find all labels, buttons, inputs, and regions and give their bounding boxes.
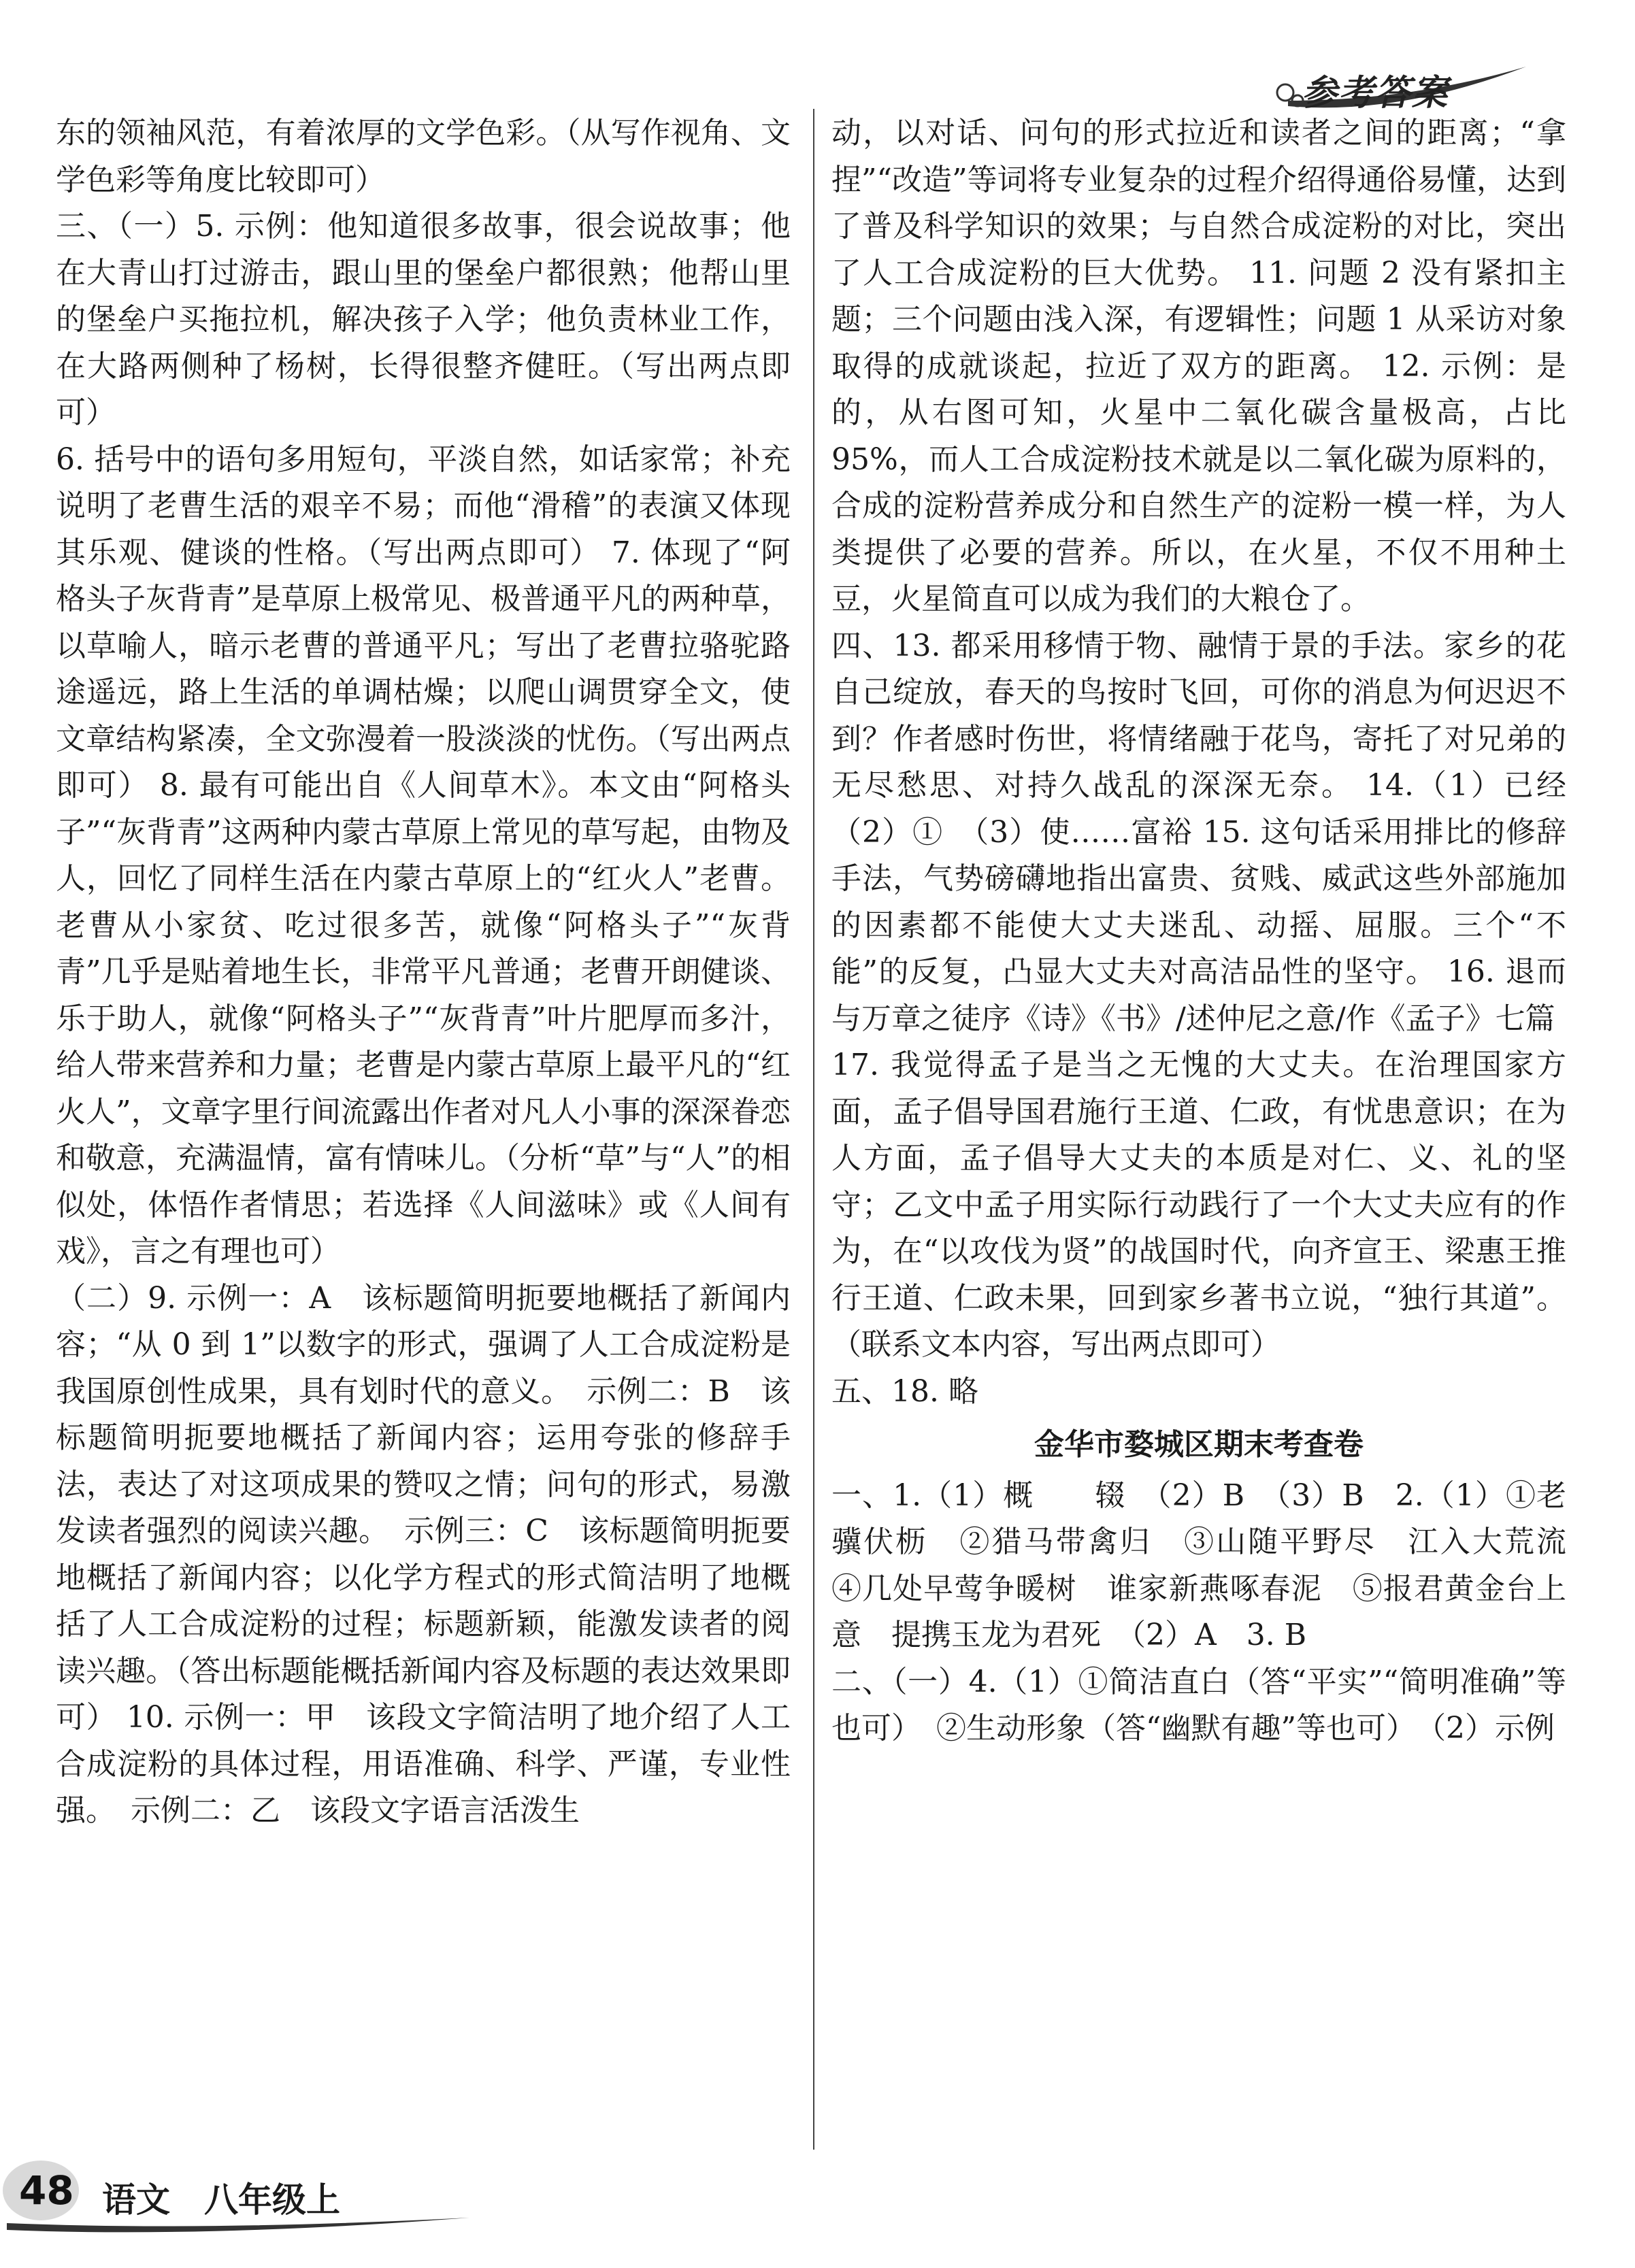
answer-paragraph: 17. 我觉得孟子是当之无愧的大丈夫。在治理国家方面，孟子倡导国君施行王道、仁政，有忧患意识；在为人方面，孟子倡导大丈夫的本质是对仁、义、礼的坚守；乙文中孟子用实际行动践行了一个大丈夫应有的作为，在“以攻伐为贤”的战国时代，向齐宣王、梁惠王推行王道、仁政未果，回到家乡著书立说，“独行其道”。（联系文本内容，写出两点即可） [831,1048,1566,1362]
answer-paragraph: 二、（一）4.（1）①简洁直白（答“平实”“简明准确”等也可） ②生动形象（答“幽默有趣”等也可） （2）示例 [831,1664,1566,1746]
footer-subject: 语文 [102,2180,170,2220]
exam-section-title: 金华市婺城区期末考查卷 [1034,1427,1364,1462]
footer-grade: 八年级上 [204,2180,340,2220]
answer-paragraph: 东的领袖风范，有着浓厚的文学色彩。（从写作视角、文学色彩等角度比较即可） [56,116,791,197]
answer-paragraph: 四、13. 都采用移情于物、融情于景的手法。家乡的花自己绽放，春天的鸟按时飞回，可你的消息为何迟迟不到？作者感时伤世，将情绪融于花鸟，寄托了对兄弟的无尽愁思、对持久战乱的深深无奈。 14.（1）已经（2）① （3）使……富裕 15. 这句话采用排比的修辞手法，气势磅礴地指出富贵、贫贱、威武这些外部施加的因素都不能使大丈夫迷乱、动摇、屈服。三个“不能”的反复，凸显大丈夫对高洁品性的坚守。 16. 退而与万章之徒序《诗》《书》/述仲尼之意/作《孟子》七篇 [831,628,1566,1036]
answer-paragraph: 五、18. 略 [831,1373,978,1409]
answer-paragraph: （二）9. 示例一：A 该标题简明扼要地概括了新闻内容；“从 0 到 1”以数字的形式，强调了人工合成淀粉是我国原创性成果，具有划时代的意义。 示例二：B 该标题简明扼要地概括了新闻内容；运用夸张的修辞手法，表达了对这项成果的赞叹之情；问句的形式，易激发读者强烈的阅读兴趣。 示例三：C 该标题简明扼要地概括了新闻内容；以化学方程式的形式简洁明了地概括了人工合成淀粉的过程；标题新颖，能激发读者的阅读兴趣。（答出标题能概括新闻内容及标题的表达效果即可） 10. 示例一：甲 该段文字简洁明了地介绍了人工合成淀粉的具体过程，用语准确、科学、严谨，专业性强。 示例二：乙 该段文字语言活泼生 [56,1280,791,1828]
answer-paragraph: 一、1.（1）概 辍 （2）B （3）B 2.（1）①老骥伏枥 ②猎马带禽归 ③山随平野尽 江入大荒流 ④几处早莺争暖树 谁家新燕啄春泥 ⑤报君黄金台上意 提携玉龙为君死 （2）A 3. B [831,1478,1596,1652]
answer-paragraph: 6. 括号中的语句多用短句，平淡自然，如话家常；补充说明了老曹生活的艰辛不易；而他“滑稽”的表演又体现其乐观、健谈的性格。（写出两点即可） 7. 体现了“阿格头子灰背青”是草原上极常见、极普通平凡的两种草，以草喻人，暗示老曹的普通平凡；写出了老曹拉骆驼路途遥远，路上生活的单调枯燥；以爬山调贯穿全文，使文章结构紧凑，全文弥漫着一股淡淡的忧伤。（写出两点即可） 8. 最有可能出自《人间草木》。本文由“阿格头子”“灰背青”这两种内蒙古草原上常见的草写起，由物及人，回忆了同样生活在内蒙古草原上的“红火人”老曹。老曹从小家贫、吃过很多苦，就像“阿格头子”“灰背青”几乎是贴着地生长，非常平凡普通；老曹开朗健谈、乐于助人，就像“阿格头子”“灰背青”叶片肥厚而多汁，给人带来营养和力量；老曹是内蒙古草原上最平凡的“红火人”，文章字里行间流露出作者对凡人小事的深深眷恋和敬意，充满温情，富有情味儿。（分析“草”与“人”的相似处，体悟作者情思；若选择《人间滋味》或《人间有戏》，言之有理也可） [56,441,791,1269]
left-column [56,110,791,1835]
page-number: 48 [19,2167,74,2214]
header-title: 参考答案 [1302,72,1449,114]
page-footer [0,2143,476,2245]
answer-paragraph: 三、（一）5. 示例：他知道很多故事，很会说故事；他在大青山打过游击，跟山里的堡垒户都很熟；他帮山里的堡垒户买拖拉机，解决孩子入学；他负责林业工作，在大路两侧种了杨树，长得很整齐健旺。（写出两点即可） [56,209,791,430]
column-divider [813,109,814,2150]
right-column [831,110,1596,1752]
answer-paragraph: 动，以对话、问句的形式拉近和读者之间的距离；“拿捏”“改造”等词将专业复杂的过程介绍得通俗易懂，达到了普及科学知识的效果；与自然合成淀粉的对比，突出了人工合成淀粉的巨大优势。 11. 问题 2 没有紧扣主题；三个问题由浅入深，有逻辑性；问题 1 从采访对象取得的成就谈起，拉近了双方的距离。 12. 示例：是的，从右图可知，火星中二氧化碳含量极高，占比 95%，而人工合成淀粉技术就是以二氧化碳为原料的，合成的淀粉营养成分和自然生产的淀粉一模一样，为人类提供了必要的营养。所以，在火星，不仅不用种土豆，火星简直可以成为我们的大粮仓了。 [831,116,1566,616]
